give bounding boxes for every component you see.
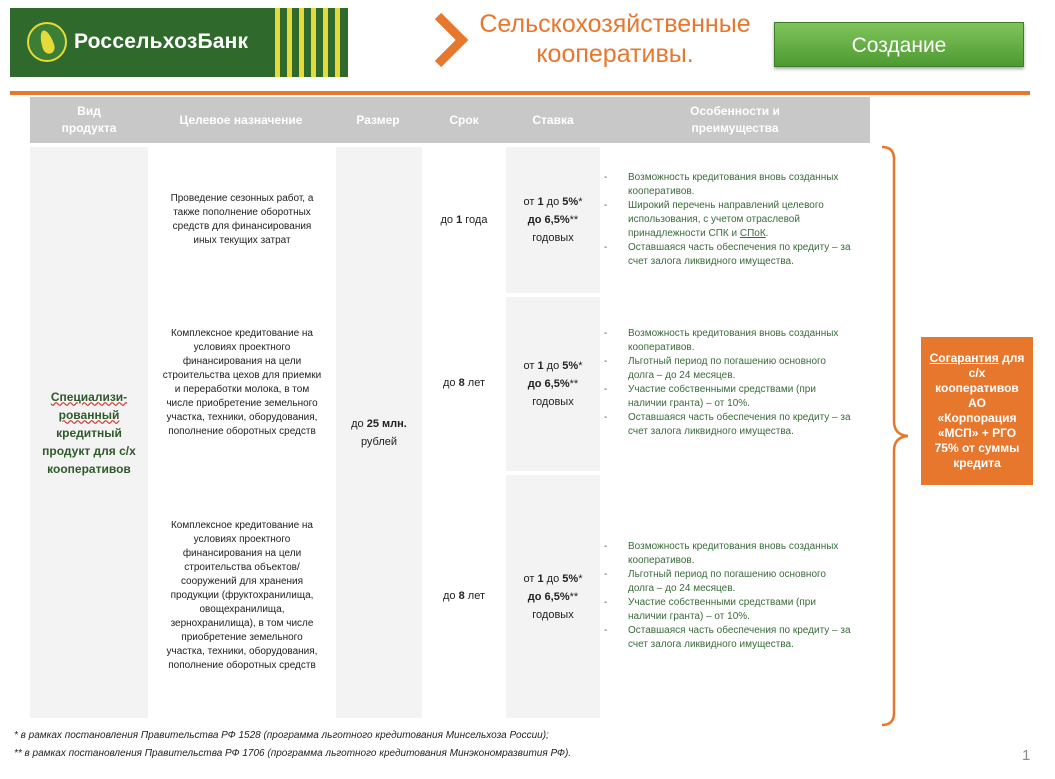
term-cell-2: до 8 лет <box>424 295 504 471</box>
term-cell-1: до 1 года <box>424 147 504 293</box>
bank-emblem-icon <box>27 22 67 62</box>
header-features: Особенности и преимущества <box>690 104 780 135</box>
list-item: - Возможность кредитования вновь созданных кооперативов. <box>604 327 874 355</box>
features-list-1 <box>604 171 874 269</box>
bank-logo <box>10 8 348 77</box>
create-button[interactable]: Создание <box>774 22 1024 67</box>
product-cell <box>30 147 148 718</box>
list-item: - Оставшаяся часть обеспечения по кредиту – за счет залога ликвидного имущества. <box>604 241 874 269</box>
table-header <box>30 97 870 143</box>
footnote-2: ** в рамках постановления Правительства РФ 1706 (программа льготного кредитования Минэкономразвития РФ). <box>14 748 572 759</box>
guarantee-box: Согарантия для с/х кооперативов АО «Корпорация «МСП» + РГО 75% от суммы кредита <box>921 337 1033 485</box>
bank-name: РоссельхозБанк <box>74 30 249 53</box>
list-item: - Участие собственными средствами (при наличии гранта) – от 10%. <box>604 596 874 624</box>
purpose-cell-2: Комплексное кредитование на условиях проектного финансирования на цели строительства цехов для приемки и переработки молока, в том числе приобретение земельного участка, техники, оборудования, пополнение оборотных средств <box>150 295 334 471</box>
features-list-3 <box>604 540 874 652</box>
list-item: - Возможность кредитования вновь созданных кооперативов. <box>604 171 874 199</box>
list-item: - Оставшаяся часть обеспечения по кредиту – за счет залога ликвидного имущества. <box>604 411 874 439</box>
term-cell-3: до 8 лет <box>424 473 504 718</box>
list-item: - Льготный период по погашению основного долга – до 24 месяцев. <box>604 568 874 596</box>
footnote-1: * в рамках постановления Правительства РФ 1528 (программа льготного кредитования Минсельхоза России); <box>14 730 549 741</box>
header-rate: Ставка <box>532 112 574 127</box>
purpose-cell-1: Проведение сезонных работ, а также пополнение оборотных средств для финансирования иных текущих затрат <box>150 147 334 293</box>
list-item: - Возможность кредитования вновь созданных кооперативов. <box>604 540 874 568</box>
rate-cell-3: от 1 до 5%* до 6,5%** годовых <box>506 475 600 718</box>
header-size: Размер <box>356 112 400 127</box>
features-list-2 <box>604 327 874 439</box>
size-cell: до 25 млн. рублей <box>336 147 422 718</box>
list-item: - Льготный период по погашению основного долга – до 24 месяцев. <box>604 355 874 383</box>
page-title: Сельскохозяйственные кооперативы. <box>479 10 751 68</box>
list-item: - Оставшаяся часть обеспечения по кредиту – за счет залога ликвидного имущества. <box>604 624 874 652</box>
list-item: - Широкий перечень направлений целевого использования, с учетом отраслевой принадлежности СПК и СПоК. <box>604 199 874 241</box>
product-name: Специализи- рованный кредитный продукт для с/х кооперативов <box>42 389 136 476</box>
header-term: Срок <box>449 112 479 127</box>
right-brace-icon <box>876 145 912 727</box>
purpose-cell-3: Комплексное кредитование на условиях проектного финансирования на цели строительства объектов/ сооружений для хранения продукции (фруктохранилища, овощехранилища, зернохранилища), в том числе приобретение земельного участка, техники, оборудования, пополнение оборотных средств <box>150 473 334 718</box>
orange-divider <box>10 91 1030 95</box>
page-number: 1 <box>1022 747 1031 764</box>
rate-cell-2: от 1 до 5%* до 6,5%** годовых <box>506 297 600 471</box>
rate-cell-1: от 1 до 5%* до 6,5%** годовых <box>506 147 600 293</box>
header-purpose: Целевое назначение <box>179 112 303 127</box>
list-item: - Участие собственными средствами (при наличии гранта) – от 10%. <box>604 383 874 411</box>
header-product: Вид продукта <box>61 104 117 135</box>
